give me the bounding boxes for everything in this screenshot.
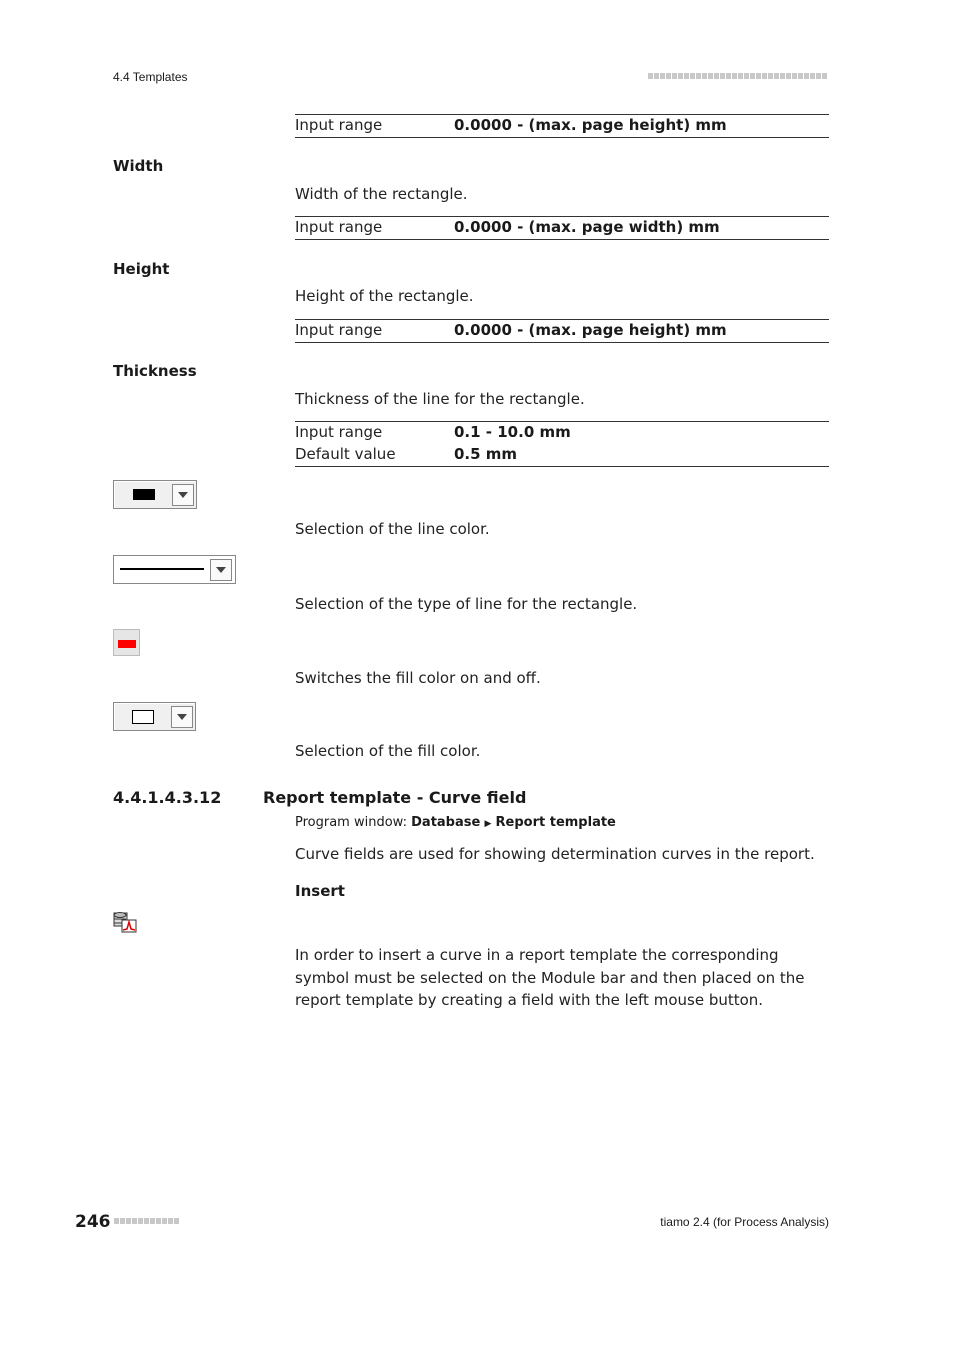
insert-paragraph: In order to insert a curve in a report template the corresponding symbol must be selected on the Module bar and then placed on the report template by creating a field with the left mouse button. xyxy=(295,946,805,1009)
breadcrumb-database: Database xyxy=(411,815,481,830)
table-label: Input range xyxy=(295,423,383,441)
param-title-height: Height xyxy=(113,260,170,278)
param-title-thickness: Thickness xyxy=(113,362,197,380)
chevron-down-icon[interactable] xyxy=(172,484,194,506)
line-type-desc: Selection of the type of line for the rectangle. xyxy=(295,595,638,613)
line-style-sample xyxy=(120,568,204,570)
line-color-dropdown[interactable] xyxy=(113,480,197,509)
param-desc-thickness: Thickness of the line for the rectangle. xyxy=(295,390,585,408)
table-label: Input range xyxy=(295,321,383,339)
footer-decoration xyxy=(114,1218,179,1224)
line-color-desc: Selection of the line color. xyxy=(295,520,490,538)
fill-color-swatch xyxy=(132,710,154,724)
line-type-dropdown[interactable] xyxy=(113,555,236,584)
chevron-down-icon[interactable] xyxy=(210,559,232,581)
fill-toggle-button[interactable] xyxy=(113,629,140,656)
section-title: Report template - Curve field xyxy=(263,788,527,807)
breadcrumb-separator-icon: ▶ xyxy=(484,819,492,829)
line-color-swatch xyxy=(133,489,155,500)
table-value: 0.0000 - (max. page height) mm xyxy=(454,321,727,339)
header-decoration xyxy=(648,73,827,79)
insert-heading: Insert xyxy=(295,882,345,900)
table-label: Input range xyxy=(295,218,383,236)
breadcrumb-report-template: Report template xyxy=(495,815,616,830)
table-value: 0.0000 - (max. page width) mm xyxy=(454,218,720,236)
fill-color-dropdown[interactable] xyxy=(113,702,196,731)
table-label: Default value xyxy=(295,445,396,463)
section-number: 4.4.1.4.3.12 xyxy=(113,788,222,807)
table-label: Input range xyxy=(295,116,383,134)
fill-toggle-desc: Switches the fill color on and off. xyxy=(295,669,541,687)
thickness-table xyxy=(295,421,829,467)
param-desc-height: Height of the rectangle. xyxy=(295,287,474,305)
table-value: 0.0000 - (max. page height) mm xyxy=(454,116,727,134)
running-header-section: 4.4 Templates xyxy=(113,70,188,84)
input-range-table-top xyxy=(295,114,829,138)
chevron-down-icon[interactable] xyxy=(171,706,193,728)
input-range-table-width xyxy=(295,216,829,240)
page-number: 246 xyxy=(75,1212,111,1232)
param-title-width: Width xyxy=(113,157,164,175)
breadcrumb xyxy=(295,815,616,830)
param-desc-width: Width of the rectangle. xyxy=(295,185,468,203)
section-intro: Curve fields are used for showing determination curves in the report. xyxy=(295,845,815,863)
fill-color-icon xyxy=(118,640,136,648)
curve-field-icon xyxy=(113,911,137,933)
input-range-table-height xyxy=(295,319,829,343)
fill-color-desc: Selection of the fill color. xyxy=(295,742,481,760)
table-value: 0.1 - 10.0 mm xyxy=(454,423,571,441)
table-value: 0.5 mm xyxy=(454,445,518,463)
breadcrumb-prefix: Program window: xyxy=(295,815,407,830)
product-name: tiamo 2.4 (for Process Analysis) xyxy=(660,1215,829,1229)
